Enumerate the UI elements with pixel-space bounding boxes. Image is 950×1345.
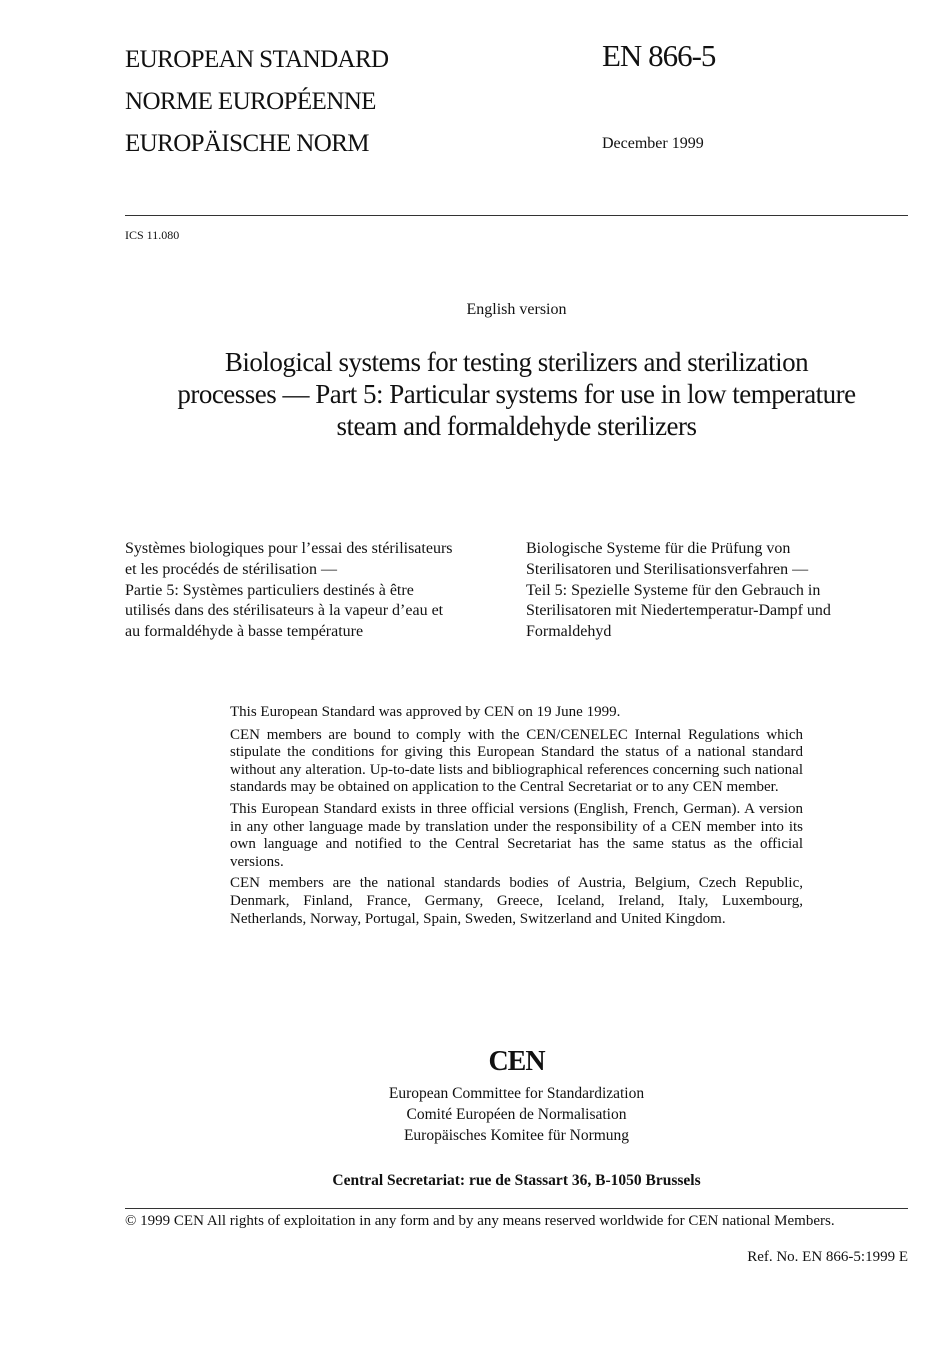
document-title bbox=[125, 346, 908, 442]
cen-name-french: Comité Européen de Normalisation bbox=[406, 1106, 627, 1123]
title-line: Biological systems for testing sterilizers and sterilization bbox=[224, 347, 809, 377]
footer-divider bbox=[125, 1208, 908, 1209]
cen-name-german: Europäisches Komitee für Normung bbox=[403, 1127, 630, 1144]
approval-paragraph: CEN members are the national standards bodies of Austria, Belgium, Czech Republic, Denmark, Finland, France, Germany, Greece, Iceland, Ireland, Italy, Luxembourg, Netherlands, Norway, Portugal, Spain, Sweden, Switzerland and United Kingdom. bbox=[230, 875, 803, 927]
french-title-line: Systèmes biologiques pour l’essai des stérilisateurs bbox=[125, 540, 453, 557]
title-line: processes — Part 5: Particular systems for use in low temperature bbox=[177, 379, 856, 409]
cen-name-english: European Committee for Standardization bbox=[388, 1085, 645, 1102]
cen-committee-names bbox=[125, 1083, 908, 1146]
german-title-line: Sterilisatoren mit Niedertemperatur-Dampf und bbox=[526, 602, 831, 620]
approval-statement bbox=[230, 704, 803, 932]
standard-number: EN 866-5 bbox=[602, 38, 716, 73]
french-title-line: au formaldéhyde à basse température bbox=[125, 623, 364, 641]
german-title-line: Formaldehyd bbox=[526, 623, 612, 641]
title-line: steam and formaldehyde sterilizers bbox=[336, 411, 697, 441]
standard-name-english: EUROPEAN STANDARD bbox=[125, 46, 389, 73]
german-title bbox=[526, 539, 906, 643]
standard-name-french: NORME EUROPÉENNE bbox=[125, 88, 376, 115]
french-title-line: utilisés dans des stérilisateurs à la vapeur d’eau et bbox=[125, 602, 444, 620]
cen-logo: CEN bbox=[488, 1046, 545, 1077]
french-title bbox=[125, 539, 505, 643]
reference-number: Ref. No. EN 866-5:1999 E bbox=[747, 1249, 908, 1265]
publication-date: December 1999 bbox=[602, 135, 704, 152]
approval-paragraph: This European Standard was approved by CEN on 19 June 1999. bbox=[230, 704, 621, 720]
copyright-notice: © 1999 CEN All rights of exploitation in any form and by any means reserved worldwide for CEN national Members. bbox=[125, 1213, 835, 1229]
german-title-line: Sterilisatoren und Sterilisationsverfahren — bbox=[526, 560, 809, 578]
german-title-line: Biologische Systeme für die Prüfung von bbox=[526, 540, 791, 557]
approval-paragraph: This European Standard exists in three official versions (English, French, German). A version in any other language made by translation under the responsibility of a CEN member into its own language and notified to the Central Secretariat has the same status as the official versions. bbox=[230, 800, 803, 870]
approval-paragraph: CEN members are bound to comply with the CEN/CENELEC Internal Regulations which stipulate the conditions for giving this European Standard the status of a national standard without any alteration. Up-to-date lists and bibliographical references concerning such national standards may be obtained on application to the Central Secretariat or to any CEN member. bbox=[230, 726, 803, 796]
central-secretariat-address: Central Secretariat: rue de Stassart 36, B-1050 Brussels bbox=[332, 1172, 701, 1189]
standard-name-german: EUROPÄISCHE NORM bbox=[125, 130, 369, 157]
french-title-line: Partie 5: Systèmes particuliers destinés à être bbox=[125, 581, 414, 599]
header-divider bbox=[125, 215, 908, 216]
french-title-line: et les procédés de stérilisation — bbox=[125, 560, 337, 578]
language-version: English version bbox=[466, 301, 567, 318]
german-title-line: Teil 5: Spezielle Systeme für den Gebrauch in bbox=[526, 581, 821, 599]
ics-code: ICS 11.080 bbox=[125, 228, 180, 242]
